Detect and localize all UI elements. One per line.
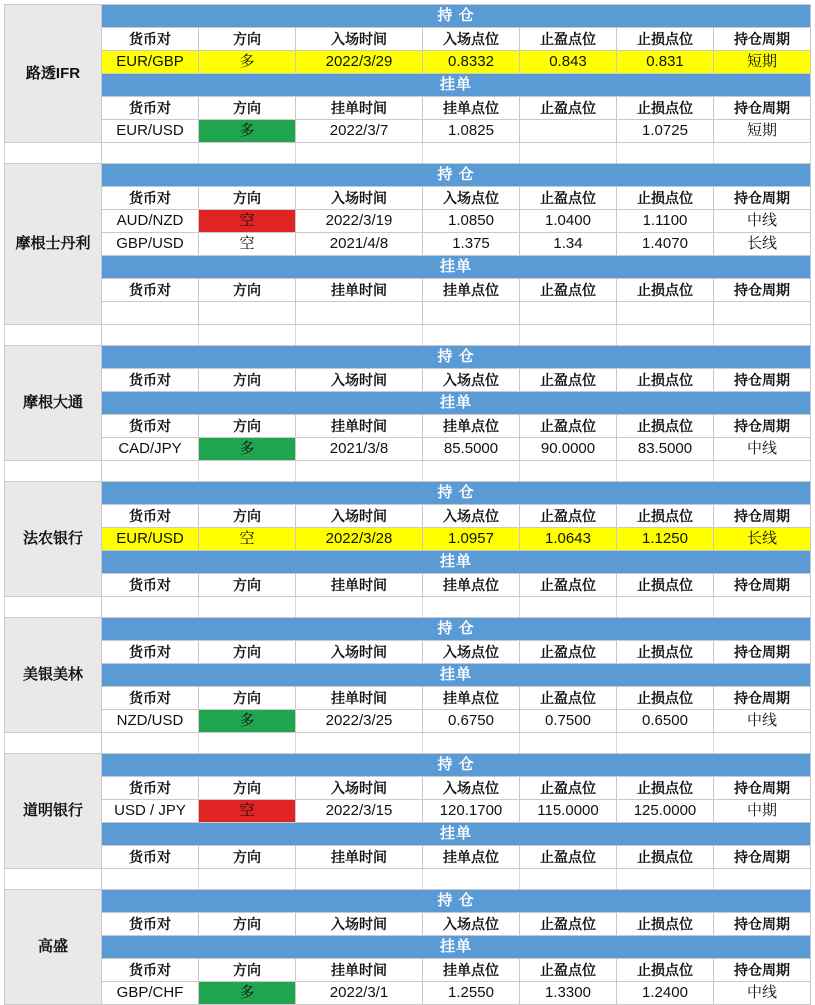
col-time-header: 入场时间 bbox=[296, 641, 423, 664]
empty-cell[interactable] bbox=[617, 869, 714, 890]
col-entry-cell[interactable] bbox=[423, 302, 520, 325]
col-direction-cell[interactable]: 多 bbox=[199, 120, 296, 143]
holdings-band: 持 仓 bbox=[102, 346, 811, 369]
empty-cell[interactable] bbox=[520, 597, 617, 618]
col-take-profit-header: 止盈点位 bbox=[520, 97, 617, 120]
col-time-header: 挂单时间 bbox=[296, 97, 423, 120]
col-time-header: 挂单时间 bbox=[296, 574, 423, 597]
col-period-cell[interactable]: 中线 bbox=[714, 710, 811, 733]
col-pair-header: 货币对 bbox=[102, 959, 199, 982]
empty-cell[interactable] bbox=[714, 733, 811, 754]
col-take-profit-header: 止盈点位 bbox=[520, 777, 617, 800]
col-direction-cell[interactable]: 多 bbox=[199, 51, 296, 74]
empty-cell[interactable] bbox=[423, 461, 520, 482]
empty-cell[interactable] bbox=[617, 461, 714, 482]
pending-band: 挂单 bbox=[102, 74, 811, 97]
empty-cell[interactable] bbox=[5, 143, 102, 164]
col-direction-cell[interactable]: 多 bbox=[199, 438, 296, 461]
col-stop-loss-header: 止损点位 bbox=[617, 28, 714, 51]
pending-band: 挂单 bbox=[102, 551, 811, 574]
col-stop-loss-cell[interactable]: 125.0000 bbox=[617, 800, 714, 823]
col-direction-header: 方向 bbox=[199, 913, 296, 936]
empty-cell[interactable] bbox=[714, 461, 811, 482]
col-entry-header: 挂单点位 bbox=[423, 574, 520, 597]
col-take-profit-cell[interactable]: 0.7500 bbox=[520, 710, 617, 733]
col-entry-cell[interactable]: 85.5000 bbox=[423, 438, 520, 461]
empty-cell[interactable] bbox=[617, 325, 714, 346]
col-period-cell[interactable] bbox=[714, 302, 811, 325]
col-entry-header: 挂单点位 bbox=[423, 959, 520, 982]
col-entry-header: 挂单点位 bbox=[423, 687, 520, 710]
empty-cell[interactable] bbox=[296, 733, 423, 754]
col-period-header: 持仓周期 bbox=[714, 574, 811, 597]
col-time-header: 挂单时间 bbox=[296, 687, 423, 710]
col-direction-header: 方向 bbox=[199, 846, 296, 869]
holdings-band: 持 仓 bbox=[102, 164, 811, 187]
empty-cell[interactable] bbox=[296, 325, 423, 346]
col-entry-header: 入场点位 bbox=[423, 777, 520, 800]
col-take-profit-cell[interactable]: 1.3300 bbox=[520, 982, 617, 1005]
col-direction-cell[interactable]: 空 bbox=[199, 800, 296, 823]
col-period-header: 持仓周期 bbox=[714, 505, 811, 528]
positions-grid bbox=[4, 4, 811, 1005]
spacer-row bbox=[5, 733, 811, 754]
spacer-row bbox=[5, 325, 811, 346]
holdings-band: 持 仓 bbox=[102, 482, 811, 505]
col-take-profit-header: 止盈点位 bbox=[520, 187, 617, 210]
col-stop-loss-header: 止损点位 bbox=[617, 687, 714, 710]
col-take-profit-header: 止盈点位 bbox=[520, 959, 617, 982]
empty-cell[interactable] bbox=[102, 597, 199, 618]
col-period-header: 持仓周期 bbox=[714, 687, 811, 710]
col-stop-loss-header: 止损点位 bbox=[617, 415, 714, 438]
col-pair-cell[interactable]: EUR/USD bbox=[102, 528, 199, 551]
empty-cell[interactable] bbox=[199, 733, 296, 754]
empty-cell[interactable] bbox=[423, 325, 520, 346]
empty-cell[interactable] bbox=[296, 597, 423, 618]
col-stop-loss-cell[interactable]: 1.2400 bbox=[617, 982, 714, 1005]
col-period-header: 持仓周期 bbox=[714, 28, 811, 51]
col-time-header: 入场时间 bbox=[296, 505, 423, 528]
col-period-header: 持仓周期 bbox=[714, 959, 811, 982]
col-take-profit-cell[interactable]: 0.843 bbox=[520, 51, 617, 74]
empty-cell[interactable] bbox=[423, 143, 520, 164]
col-pair-header: 货币对 bbox=[102, 97, 199, 120]
col-entry-header: 挂单点位 bbox=[423, 846, 520, 869]
empty-cell[interactable] bbox=[520, 869, 617, 890]
col-direction-header: 方向 bbox=[199, 97, 296, 120]
col-period-cell[interactable]: 长线 bbox=[714, 233, 811, 256]
col-stop-loss-cell[interactable] bbox=[617, 302, 714, 325]
empty-cell[interactable] bbox=[714, 325, 811, 346]
col-stop-loss-header: 止损点位 bbox=[617, 959, 714, 982]
col-direction-header: 方向 bbox=[199, 505, 296, 528]
col-take-profit-cell[interactable] bbox=[520, 302, 617, 325]
col-period-header: 持仓周期 bbox=[714, 97, 811, 120]
col-time-header: 入场时间 bbox=[296, 777, 423, 800]
col-stop-loss-header: 止损点位 bbox=[617, 187, 714, 210]
col-time-header: 入场时间 bbox=[296, 369, 423, 392]
col-time-cell[interactable]: 2022/3/29 bbox=[296, 51, 423, 74]
col-time-header: 挂单时间 bbox=[296, 279, 423, 302]
empty-cell[interactable] bbox=[199, 143, 296, 164]
empty-cell[interactable] bbox=[199, 461, 296, 482]
col-pair-cell[interactable]: EUR/GBP bbox=[102, 51, 199, 74]
col-time-header: 入场时间 bbox=[296, 28, 423, 51]
col-take-profit-cell[interactable]: 1.0643 bbox=[520, 528, 617, 551]
col-take-profit-header: 止盈点位 bbox=[520, 687, 617, 710]
col-period-cell[interactable]: 短期 bbox=[714, 120, 811, 143]
col-entry-cell[interactable]: 0.6750 bbox=[423, 710, 520, 733]
col-entry-cell[interactable]: 1.0957 bbox=[423, 528, 520, 551]
col-pair-cell[interactable]: CAD/JPY bbox=[102, 438, 199, 461]
empty-cell[interactable] bbox=[5, 597, 102, 618]
col-direction-cell[interactable]: 多 bbox=[199, 982, 296, 1005]
empty-cell[interactable] bbox=[617, 143, 714, 164]
col-take-profit-cell[interactable]: 1.34 bbox=[520, 233, 617, 256]
broker-name: 摩根士丹利 bbox=[5, 164, 102, 325]
col-take-profit-header: 止盈点位 bbox=[520, 574, 617, 597]
empty-cell[interactable] bbox=[423, 733, 520, 754]
broker-name: 美银美林 bbox=[5, 618, 102, 733]
empty-cell[interactable] bbox=[714, 597, 811, 618]
empty-cell[interactable] bbox=[102, 325, 199, 346]
col-period-cell[interactable]: 短期 bbox=[714, 51, 811, 74]
col-direction-cell[interactable]: 多 bbox=[199, 710, 296, 733]
spacer-row bbox=[5, 869, 811, 890]
empty-cell[interactable] bbox=[296, 143, 423, 164]
col-time-cell[interactable]: 2021/4/8 bbox=[296, 233, 423, 256]
col-time-cell[interactable]: 2021/3/8 bbox=[296, 438, 423, 461]
col-pair-cell[interactable] bbox=[102, 302, 199, 325]
pending-band: 挂单 bbox=[102, 256, 811, 279]
empty-cell[interactable] bbox=[520, 325, 617, 346]
empty-cell[interactable] bbox=[102, 869, 199, 890]
spacer-row bbox=[5, 461, 811, 482]
col-period-cell[interactable]: 中线 bbox=[714, 210, 811, 233]
col-take-profit-cell[interactable]: 1.0400 bbox=[520, 210, 617, 233]
col-entry-cell[interactable]: 1.0850 bbox=[423, 210, 520, 233]
col-pair-header: 货币对 bbox=[102, 28, 199, 51]
col-time-cell[interactable]: 2022/3/1 bbox=[296, 982, 423, 1005]
holdings-band: 持 仓 bbox=[102, 754, 811, 777]
col-entry-cell[interactable]: 0.8332 bbox=[423, 51, 520, 74]
col-period-header: 持仓周期 bbox=[714, 369, 811, 392]
col-period-header: 持仓周期 bbox=[714, 846, 811, 869]
broker-name: 路透IFR bbox=[5, 5, 102, 143]
empty-cell[interactable] bbox=[296, 461, 423, 482]
col-pair-header: 货币对 bbox=[102, 574, 199, 597]
pending-band: 挂单 bbox=[102, 664, 811, 687]
col-entry-cell[interactable]: 120.1700 bbox=[423, 800, 520, 823]
empty-cell[interactable] bbox=[714, 143, 811, 164]
col-direction-header: 方向 bbox=[199, 574, 296, 597]
col-stop-loss-header: 止损点位 bbox=[617, 846, 714, 869]
col-stop-loss-header: 止损点位 bbox=[617, 913, 714, 936]
col-pair-header: 货币对 bbox=[102, 187, 199, 210]
empty-cell[interactable] bbox=[520, 461, 617, 482]
col-stop-loss-header: 止损点位 bbox=[617, 777, 714, 800]
col-pair-cell[interactable]: EUR/USD bbox=[102, 120, 199, 143]
spacer-row bbox=[5, 143, 811, 164]
col-take-profit-header: 止盈点位 bbox=[520, 641, 617, 664]
col-direction-header: 方向 bbox=[199, 687, 296, 710]
col-time-cell[interactable] bbox=[296, 302, 423, 325]
broker-name: 法农银行 bbox=[5, 482, 102, 597]
col-direction-header: 方向 bbox=[199, 187, 296, 210]
empty-cell[interactable] bbox=[296, 869, 423, 890]
empty-cell[interactable] bbox=[102, 143, 199, 164]
pending-band: 挂单 bbox=[102, 936, 811, 959]
col-direction-cell[interactable] bbox=[199, 302, 296, 325]
col-entry-cell[interactable]: 1.2550 bbox=[423, 982, 520, 1005]
col-pair-cell[interactable]: AUD/NZD bbox=[102, 210, 199, 233]
col-take-profit-header: 止盈点位 bbox=[520, 369, 617, 392]
col-entry-header: 挂单点位 bbox=[423, 97, 520, 120]
empty-cell[interactable] bbox=[520, 143, 617, 164]
broker-name: 道明银行 bbox=[5, 754, 102, 869]
empty-cell[interactable] bbox=[5, 461, 102, 482]
col-entry-header: 入场点位 bbox=[423, 505, 520, 528]
broker-name: 高盛 bbox=[5, 890, 102, 1005]
col-pair-header: 货币对 bbox=[102, 687, 199, 710]
col-pair-cell[interactable]: GBP/CHF bbox=[102, 982, 199, 1005]
col-entry-header: 入场点位 bbox=[423, 641, 520, 664]
broker-name: 摩根大通 bbox=[5, 346, 102, 461]
col-pair-header: 货币对 bbox=[102, 777, 199, 800]
col-take-profit-cell[interactable]: 90.0000 bbox=[520, 438, 617, 461]
col-time-cell[interactable]: 2022/3/19 bbox=[296, 210, 423, 233]
empty-cell[interactable] bbox=[423, 869, 520, 890]
col-period-cell[interactable]: 长线 bbox=[714, 528, 811, 551]
pending-band: 挂单 bbox=[102, 823, 811, 846]
empty-cell[interactable] bbox=[617, 733, 714, 754]
col-pair-cell[interactable]: NZD/USD bbox=[102, 710, 199, 733]
col-stop-loss-header: 止损点位 bbox=[617, 279, 714, 302]
col-stop-loss-header: 止损点位 bbox=[617, 574, 714, 597]
col-entry-header: 入场点位 bbox=[423, 187, 520, 210]
empty-cell[interactable] bbox=[714, 869, 811, 890]
col-stop-loss-cell[interactable]: 83.5000 bbox=[617, 438, 714, 461]
col-period-header: 持仓周期 bbox=[714, 777, 811, 800]
holdings-band: 持 仓 bbox=[102, 890, 811, 913]
col-time-header: 挂单时间 bbox=[296, 415, 423, 438]
col-take-profit-header: 止盈点位 bbox=[520, 415, 617, 438]
pending-band: 挂单 bbox=[102, 392, 811, 415]
col-direction-header: 方向 bbox=[199, 28, 296, 51]
col-direction-header: 方向 bbox=[199, 279, 296, 302]
col-period-header: 持仓周期 bbox=[714, 913, 811, 936]
col-time-cell[interactable]: 2022/3/25 bbox=[296, 710, 423, 733]
col-stop-loss-header: 止损点位 bbox=[617, 641, 714, 664]
col-direction-cell[interactable]: 空 bbox=[199, 528, 296, 551]
empty-cell[interactable] bbox=[617, 597, 714, 618]
col-direction-header: 方向 bbox=[199, 777, 296, 800]
col-pair-header: 货币对 bbox=[102, 505, 199, 528]
empty-cell[interactable] bbox=[199, 869, 296, 890]
col-time-header: 入场时间 bbox=[296, 913, 423, 936]
col-time-cell[interactable]: 2022/3/7 bbox=[296, 120, 423, 143]
col-period-cell[interactable]: 中线 bbox=[714, 982, 811, 1005]
col-stop-loss-cell[interactable]: 0.831 bbox=[617, 51, 714, 74]
col-pair-cell[interactable]: USD / JPY bbox=[102, 800, 199, 823]
col-take-profit-header: 止盈点位 bbox=[520, 28, 617, 51]
col-pair-cell[interactable]: GBP/USD bbox=[102, 233, 199, 256]
col-entry-cell[interactable]: 1.0825 bbox=[423, 120, 520, 143]
col-period-header: 持仓周期 bbox=[714, 187, 811, 210]
empty-cell[interactable] bbox=[199, 597, 296, 618]
col-entry-header: 入场点位 bbox=[423, 28, 520, 51]
empty-cell[interactable] bbox=[199, 325, 296, 346]
col-stop-loss-cell[interactable]: 0.6500 bbox=[617, 710, 714, 733]
col-period-header: 持仓周期 bbox=[714, 415, 811, 438]
col-stop-loss-header: 止损点位 bbox=[617, 369, 714, 392]
empty-cell[interactable] bbox=[520, 733, 617, 754]
empty-cell[interactable] bbox=[102, 733, 199, 754]
col-pair-header: 货币对 bbox=[102, 641, 199, 664]
col-pair-header: 货币对 bbox=[102, 415, 199, 438]
col-direction-cell[interactable]: 空 bbox=[199, 233, 296, 256]
col-direction-header: 方向 bbox=[199, 369, 296, 392]
col-period-header: 持仓周期 bbox=[714, 641, 811, 664]
col-take-profit-cell[interactable] bbox=[520, 120, 617, 143]
empty-cell[interactable] bbox=[5, 325, 102, 346]
col-stop-loss-cell[interactable]: 1.4070 bbox=[617, 233, 714, 256]
col-entry-header: 挂单点位 bbox=[423, 279, 520, 302]
col-stop-loss-header: 止损点位 bbox=[617, 505, 714, 528]
col-pair-header: 货币对 bbox=[102, 913, 199, 936]
col-pair-header: 货币对 bbox=[102, 279, 199, 302]
col-stop-loss-cell[interactable]: 1.0725 bbox=[617, 120, 714, 143]
col-time-header: 入场时间 bbox=[296, 187, 423, 210]
col-direction-header: 方向 bbox=[199, 415, 296, 438]
col-take-profit-header: 止盈点位 bbox=[520, 846, 617, 869]
col-stop-loss-header: 止损点位 bbox=[617, 97, 714, 120]
col-direction-header: 方向 bbox=[199, 959, 296, 982]
empty-cell[interactable] bbox=[423, 597, 520, 618]
empty-cell[interactable] bbox=[5, 733, 102, 754]
col-pair-header: 货币对 bbox=[102, 369, 199, 392]
col-take-profit-header: 止盈点位 bbox=[520, 505, 617, 528]
col-entry-header: 入场点位 bbox=[423, 913, 520, 936]
col-take-profit-header: 止盈点位 bbox=[520, 279, 617, 302]
col-direction-cell[interactable]: 空 bbox=[199, 210, 296, 233]
col-take-profit-header: 止盈点位 bbox=[520, 913, 617, 936]
empty-cell[interactable] bbox=[102, 461, 199, 482]
col-direction-header: 方向 bbox=[199, 641, 296, 664]
col-time-header: 挂单时间 bbox=[296, 959, 423, 982]
col-time-header: 挂单时间 bbox=[296, 846, 423, 869]
col-take-profit-cell[interactable]: 115.0000 bbox=[520, 800, 617, 823]
col-period-cell[interactable]: 中期 bbox=[714, 800, 811, 823]
col-period-cell[interactable]: 中线 bbox=[714, 438, 811, 461]
col-entry-cell[interactable]: 1.375 bbox=[423, 233, 520, 256]
col-entry-header: 挂单点位 bbox=[423, 415, 520, 438]
empty-cell[interactable] bbox=[5, 869, 102, 890]
col-stop-loss-cell[interactable]: 1.1250 bbox=[617, 528, 714, 551]
col-period-header: 持仓周期 bbox=[714, 279, 811, 302]
col-time-cell[interactable]: 2022/3/15 bbox=[296, 800, 423, 823]
holdings-band: 持 仓 bbox=[102, 5, 811, 28]
col-stop-loss-cell[interactable]: 1.1100 bbox=[617, 210, 714, 233]
col-pair-header: 货币对 bbox=[102, 846, 199, 869]
spreadsheet bbox=[4, 4, 810, 1005]
col-time-cell[interactable]: 2022/3/28 bbox=[296, 528, 423, 551]
spacer-row bbox=[5, 597, 811, 618]
holdings-band: 持 仓 bbox=[102, 618, 811, 641]
col-entry-header: 入场点位 bbox=[423, 369, 520, 392]
